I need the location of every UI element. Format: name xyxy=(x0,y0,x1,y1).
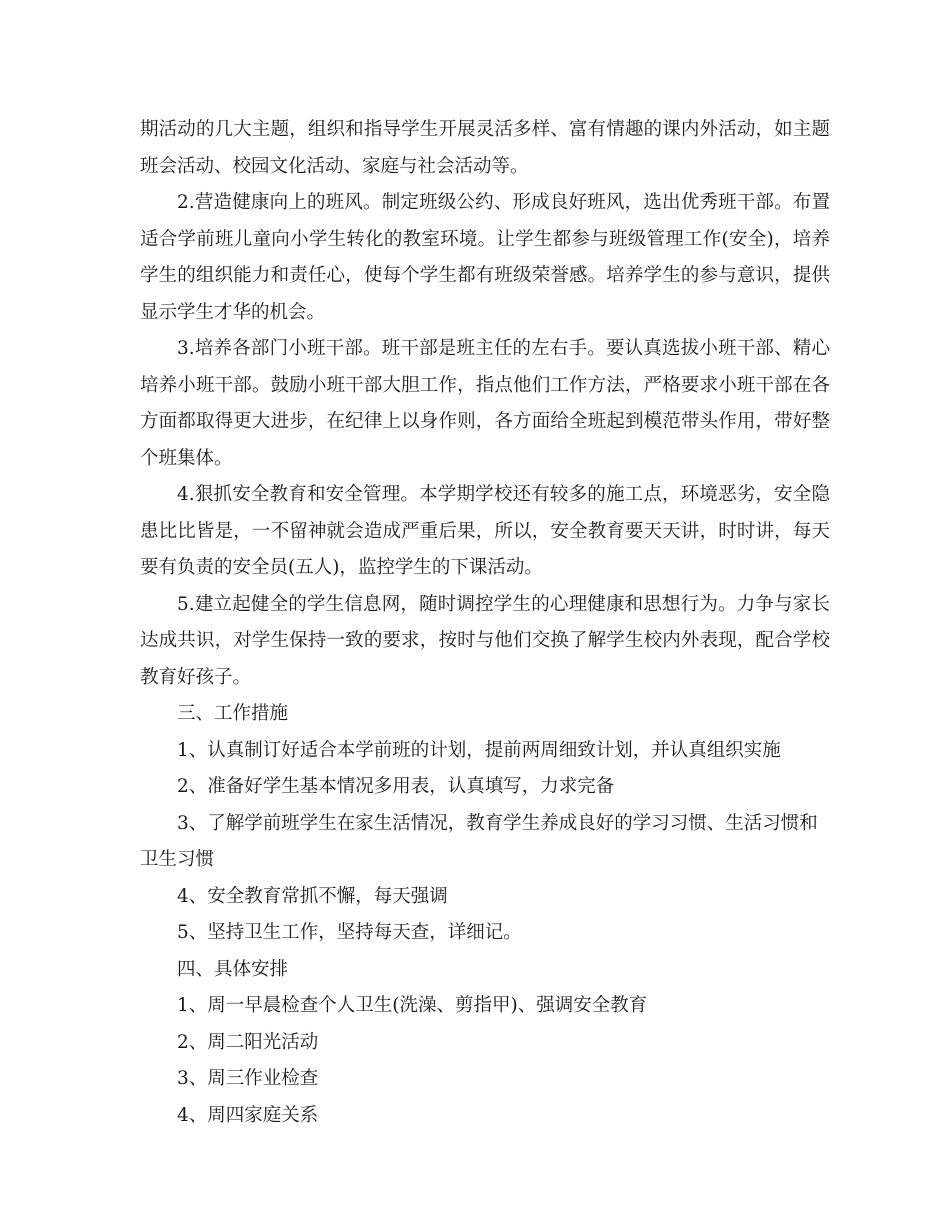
list-item: 2、准备好学生基本情况多用表，认真填写，力求完备 xyxy=(177,776,615,797)
list-item: 3、了解学前班学生在家生活情况，教育学生养成良好的学习习惯、生活习惯和卫生习惯 xyxy=(140,812,818,870)
paragraph-continuation: 期活动的几大主题，组织和指导学生开展灵活多样、富有情趣的课内外活动，如主题班会活动、校园文化活动、家庭与社会活动等。 xyxy=(140,119,830,177)
list-item: 4、周四家庭关系 xyxy=(177,1104,319,1126)
list-item: 4、安全教育常抓不懈，每天强调 xyxy=(177,885,448,907)
list-item: 1、周一早晨检查个人卫生(洗澡、剪指甲)、强调安全教育 xyxy=(177,995,648,1016)
document-body xyxy=(140,112,830,1134)
paragraph-class-atmosphere: 2.营造健康向上的班风。制定班级公约、形成良好班风，选出优秀班干部。布置适合学前班儿童向小学生转化的教室环境。让学生都参与班级管理工作(安全)，培养学生的组织能力和责任心，使每个学生都有班级荣誉感。培养学生的参与意识，提供显示学生才华的机会。 xyxy=(140,192,830,323)
list-item: 1、认真制订好适合本学前班的计划，提前两周细致计划，并认真组织实施 xyxy=(177,739,781,761)
paragraph-safety-education: 4.狠抓安全教育和安全管理。本学期学校还有较多的施工点，环境恶劣，安全隐患比比皆是，一不留神就会造成严重后果，所以，安全教育要天天讲，时时讲，每天要有负责的安全员(五人)，监控学生的下课活动。 xyxy=(140,484,830,578)
list-item: 3、周三作业检查 xyxy=(177,1068,319,1089)
paragraph-class-cadres: 3.培养各部门小班干部。班干部是班主任的左右手。要认真选拔小班干部、精心培养小班干部。鼓励小班干部大胆工作，指点他们工作方法，严格要求小班干部在各方面都取得更大进步，在纪律上以身作则，各方面给全班起到模范带头作用，带好整个班集体。 xyxy=(140,338,830,469)
list-item: 2、周二阳光活动 xyxy=(177,1031,319,1053)
section-heading-work-measures: 三、工作措施 xyxy=(177,703,289,724)
paragraph-student-info-network: 5.建立起健全的学生信息网，随时调控学生的心理健康和思想行为。力争与家长达成共识，对学生保持一致的要求，按时与他们交换了解学生校内外表现，配合学校教育好孩子。 xyxy=(140,593,830,688)
list-item: 5、坚持卫生工作，坚持每天查，详细记。 xyxy=(177,922,522,943)
section-heading-schedule: 四、具体安排 xyxy=(177,958,289,980)
